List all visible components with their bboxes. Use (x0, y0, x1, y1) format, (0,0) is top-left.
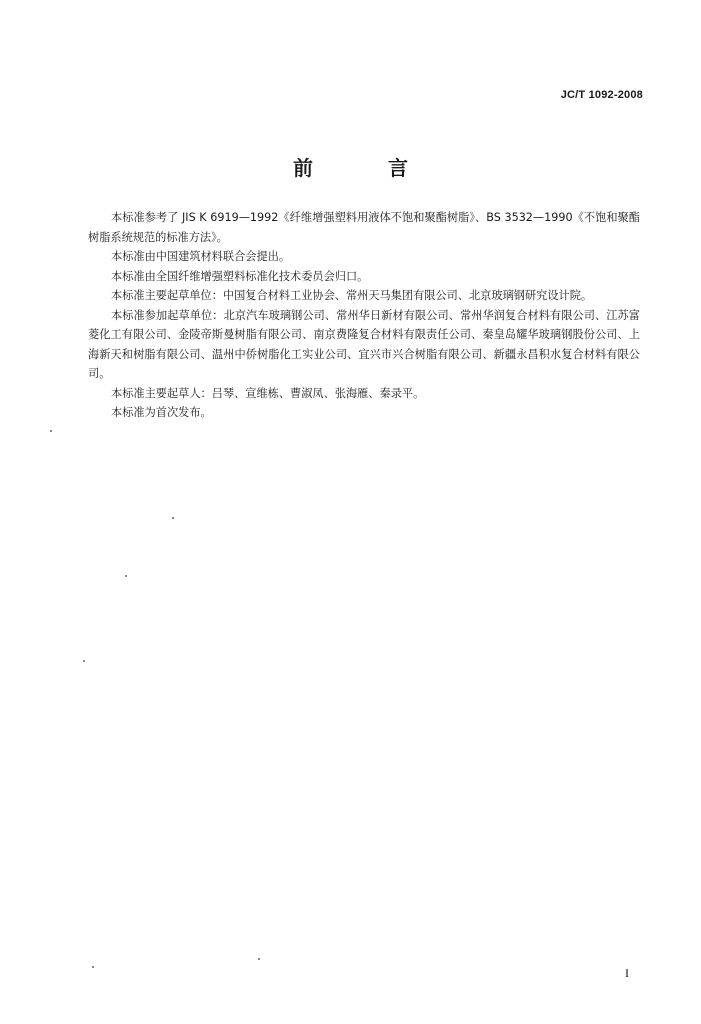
page-title: 前 言 (293, 156, 442, 180)
paragraph-participating-drafters: 本标准参加起草单位：北京汽车玻璃钢公司、常州华日新材有限公司、常州华润复合材料有限公司、江苏富菱化工有限公司、金陵帝斯曼树脂有限公司、南京费隆复合材料有限责任公司、秦皇岛耀华玻璃钢股份公司、上海新天和树脂有限公司、温州中侨树脂化工实业公司、宜兴市兴合树脂有限公司、新疆永昌积水复合材料有限公司。 (88, 308, 640, 380)
paragraph-first-release: 本标准为首次发布。 (111, 406, 212, 419)
standard-number: JC/T 1092-2008 (560, 89, 643, 101)
scan-speck (258, 958, 260, 960)
paragraph-reference: 本标准参考了 JIS K 6919—1992《纤维增强塑料用液体不饱和聚酯树脂》、BS 3532—1990《不饱和聚酯树脂系统规范的标准方法》。 (88, 211, 640, 244)
scan-speck (50, 430, 52, 432)
paragraph-main-drafters: 本标准主要起草单位：中国复合材料工业协会、常州天马集团有限公司、北京玻璃钢研究设计院。 (111, 289, 593, 302)
paragraph-proposer: 本标准由中国建筑材料联合会提出。 (111, 250, 291, 263)
paragraph-main-authors: 本标准主要起草人：吕琴、宣维栋、曹淑凤、张海雁、秦录平。 (111, 386, 425, 400)
paragraph-centralized: 本标准由全国纤维增强塑料标准化技术委员会归口。 (111, 269, 369, 283)
scan-speck (125, 575, 127, 577)
scan-speck (83, 660, 85, 662)
scan-speck (172, 517, 174, 519)
page-number: I (625, 966, 629, 980)
foreword-body (88, 208, 640, 423)
scan-speck (92, 966, 94, 968)
